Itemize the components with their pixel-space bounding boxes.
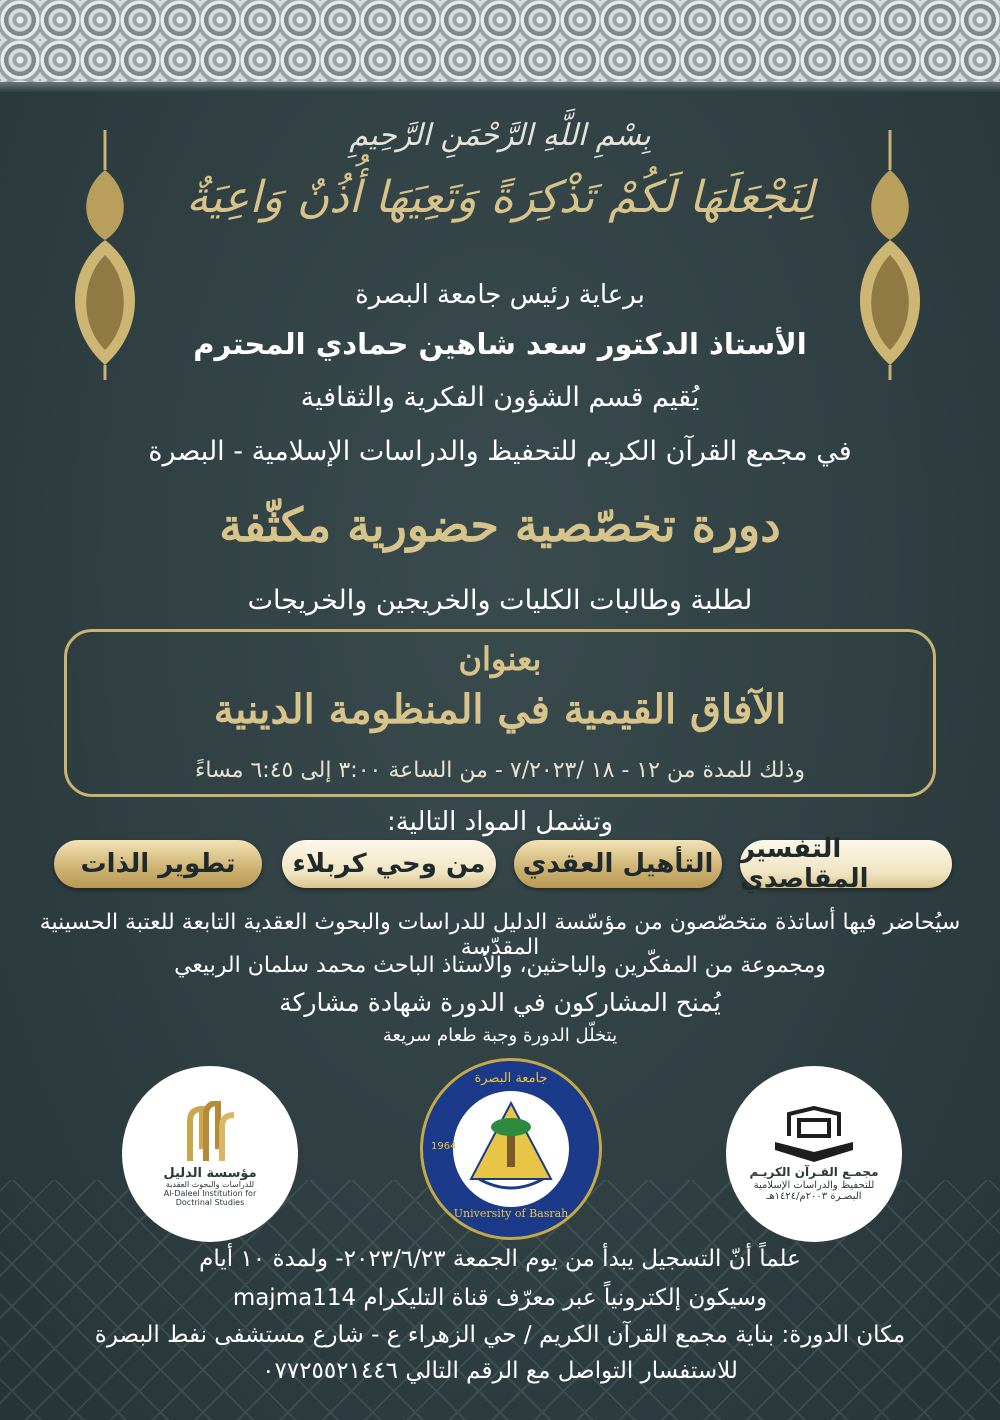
quran-verse: لِنَجْعَلَهَا لَكُمْ تَذْكِرَةً وَتَعِيَهَا أُذُنٌ وَاعِيَةٌ — [186, 172, 814, 223]
subject-pill: التفسير المقاصدي — [740, 840, 952, 888]
contact-line: للاستفسار التواصل مع الرقم التالي ٠٧٧٢٥٥٢١٤٤٦ — [262, 1358, 738, 1384]
course-topic: الآفاق القيمية في المنظومة الدينية — [213, 686, 787, 733]
al-daleel-logo — [122, 1066, 298, 1242]
al-daleel-mark-icon — [180, 1101, 240, 1167]
course-type-title: دورة تخصّصية حضورية مكثّفة — [219, 498, 781, 552]
subject-pill: التأهيل العقدي — [514, 840, 722, 888]
quran-complex-mark-icon — [769, 1106, 859, 1166]
al-daleel-subtitle-ar: للدراسات والبحوث العقدية — [165, 1179, 255, 1189]
basrah-year: 1964 — [431, 1141, 457, 1152]
titled-label: بعنوان — [458, 640, 542, 678]
organizer-line: يُقيم قسم الشؤون الفكرية والثقافية — [300, 382, 700, 413]
quran-complex-name: مجمـع القـرآن الكريـم — [749, 1165, 879, 1180]
lecturers-line: سيُحاضر فيها أساتذة متخصّصون من مؤسّسة الدليل للدراسات والبحوث العقدية التابعة للعتبة الحسينية المقدّسة — [39, 910, 961, 960]
telegram-line: وسيكون إلكترونياً عبر معرّف قناة التليكرام majma114 — [232, 1285, 768, 1311]
certificate-line: يُمنح المشاركون في الدورة شهادة مشاركة — [279, 988, 721, 1017]
audience-line: لطلبة وطالبات الكليات والخريجين والخريجات — [247, 585, 753, 616]
al-daleel-name-ar: مؤسسة الدليل — [163, 1165, 257, 1181]
researchers-line: ومجموعة من المفكّرين والباحثين، والأستاذ الباحث محمد سلمان الربيعي — [174, 953, 826, 978]
subjects-list — [40, 834, 960, 894]
subject-pill: تطوير الذات — [54, 840, 262, 888]
university-of-basrah-logo — [420, 1058, 602, 1240]
quran-complex-subtitle: للتحفيظ والدراسات الإسلامية — [753, 1179, 875, 1191]
patronage-line: برعاية رئيس جامعة البصرة — [355, 280, 645, 310]
basrah-name-ar: جامعة البصرة — [474, 1071, 548, 1086]
course-period: وذلك للمدة من ١٢ - ١٨ /٧/٢٠٢٣ - من الساعة ٣:٠٠ إلى ٦:٤٥ مساءً — [195, 758, 805, 783]
subjects-heading: وتشمل المواد التالية: — [386, 807, 614, 837]
quran-complex-date: البصـرة ٢٠٠٣م/١٤٢٤هـ — [766, 1190, 862, 1202]
al-daleel-name-en: Al-Daleel Institution for Doctrinal Studies — [163, 1188, 257, 1207]
venue-line: في مجمع القرآن الكريم للتحفيظ والدراسات الإسلامية - البصرة — [148, 436, 852, 467]
quran-complex-logo — [726, 1066, 902, 1242]
registration-line: علماً أنّ التسجيل يبدأ من يوم الجمعة ٢٠٢٣/٦/٢٣- ولمدة ١٠ أيام — [199, 1246, 801, 1272]
basrah-name-en: University of Basrah — [453, 1207, 569, 1220]
location-line: مكان الدورة: بناية مجمع القرآن الكريم / حي الزهراء ع - شارع مستشفى نفط البصرة — [94, 1322, 906, 1348]
patron-name: الأستاذ الدكتور سعد شاهين حمادي المحترم — [193, 327, 807, 361]
ornamental-top-band — [0, 0, 1000, 92]
bismillah: بِسْمِ اللَّهِ الرَّحْمَنِ الرَّحِيمِ — [349, 118, 651, 153]
meal-line: يتخلّل الدورة وجبة طعام سريعة — [382, 1025, 618, 1046]
subject-pill: من وحي كربلاء — [282, 840, 496, 888]
